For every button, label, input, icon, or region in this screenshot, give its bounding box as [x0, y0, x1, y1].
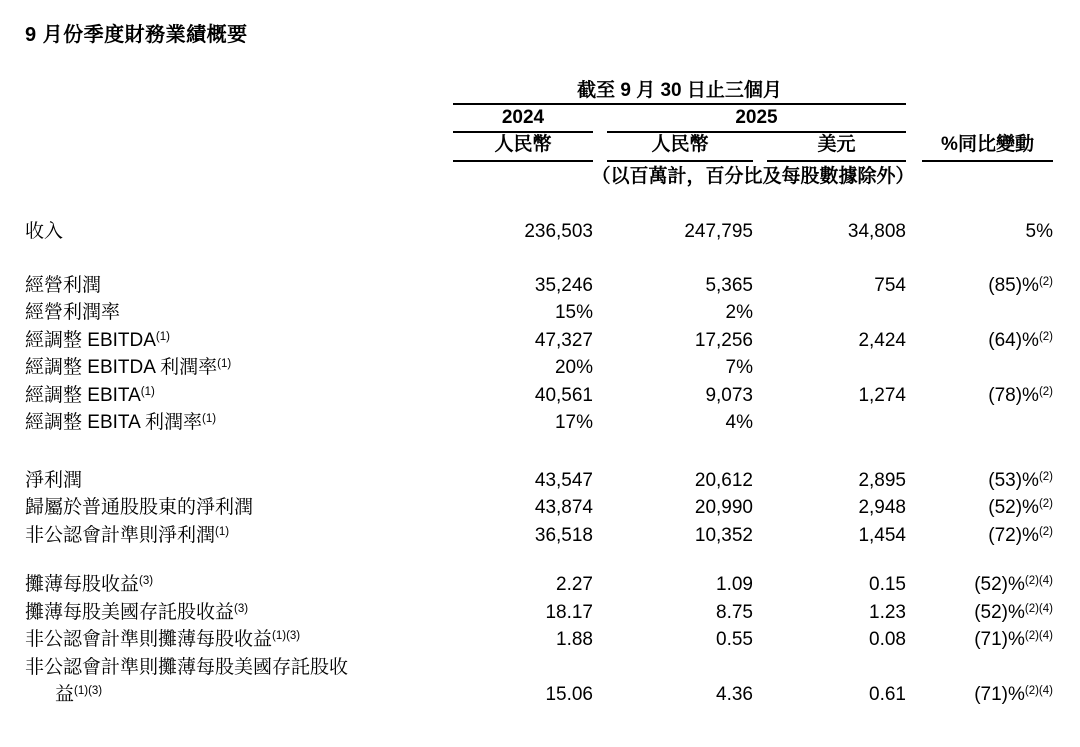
row-label: 攤薄每股美國存託股收益$^{(3)}$ — [25, 601, 249, 623]
table-row-diluted-eps-ads — [25, 599, 1053, 627]
yoy-footnote: (2)(4) — [1024, 575, 1053, 587]
row-label: 攤薄每股收益$^{(3)}$ — [25, 574, 154, 595]
value-yoy: (64)%$^{(2)}$ — [988, 329, 1053, 351]
label-footnote: (1) — [217, 358, 232, 370]
value-2024-rmb: 1.88 — [556, 629, 593, 650]
label-footnote: (1)(3) — [74, 685, 103, 697]
value-yoy — [922, 354, 1053, 382]
col-header-usd: 美元 — [767, 133, 906, 162]
value-yoy: (71)%$^{(2)(4)}$ — [974, 629, 1053, 650]
table-row-non-gaap-net-income — [25, 522, 1053, 550]
label-footnote: (3) — [234, 602, 249, 615]
value-2024-rmb: 36,518 — [534, 524, 593, 546]
yoy-footnote: (2) — [1038, 525, 1053, 538]
value-yoy: 5% — [1025, 221, 1053, 242]
table-row-non-gaap-diluted-eps — [25, 626, 1053, 654]
table-row-adjusted-ebita — [25, 382, 1053, 410]
value-2025-rmb: 5,365 — [705, 274, 753, 296]
table-row-net-income — [25, 467, 1053, 495]
value-yoy: (71)%$^{(2)(4)}$ — [974, 684, 1053, 705]
yoy-footnote: (2) — [1038, 330, 1053, 343]
value-2024-rmb: 17% — [554, 412, 593, 433]
label-footnote: (1) — [215, 525, 230, 538]
yoy-footnote: (2) — [1038, 470, 1053, 483]
value-2025-usd: 754 — [874, 274, 906, 296]
value-2025-usd — [767, 354, 906, 382]
label-footnote: (1) — [140, 385, 155, 398]
row-label: 經調整 EBITA 利潤率$^{(1)}$ — [25, 412, 217, 433]
value-yoy — [922, 299, 1053, 327]
label-footnote: (1)(3) — [272, 630, 301, 642]
value-2024-rmb: 15% — [554, 302, 593, 323]
value-yoy: (85)%$^{(2)}$ — [988, 274, 1053, 296]
value-2025-usd: 0.08 — [869, 629, 906, 650]
row-label: 收入 — [25, 221, 64, 242]
col-header-yoy: %同比變動 — [922, 133, 1053, 162]
value-yoy: (52)%$^{(2)}$ — [988, 497, 1053, 518]
value-2025-rmb: 10,352 — [694, 524, 753, 546]
year-2024-header: 2024 — [453, 105, 593, 133]
row-label-line2: 益$^{(1)(3)}$ — [55, 684, 103, 705]
table-header-year-row — [25, 105, 1053, 133]
row-label: 非公認會計準則淨利潤$^{(1)}$ — [25, 524, 230, 546]
table-row-adjusted-ebita-margin — [25, 409, 1053, 437]
row-label: 淨利潤 — [25, 469, 83, 491]
value-2025-usd: 1,274 — [858, 384, 906, 406]
value-yoy — [922, 409, 1053, 437]
table-row-operating-margin — [25, 299, 1053, 327]
yoy-footnote: (2) — [1038, 498, 1053, 510]
table-row-diluted-eps — [25, 571, 1053, 599]
table-row-non-gaap-diluted-eps-ads — [25, 654, 1053, 709]
yoy-footnote: (2)(4) — [1024, 602, 1053, 615]
col-header-rmb-2025: 人民幣 — [607, 133, 753, 162]
value-2025-usd: 34,808 — [847, 221, 906, 242]
value-2025-usd: 1,454 — [858, 524, 906, 546]
value-2025-usd — [767, 409, 906, 437]
row-label: 經營利潤 — [25, 274, 102, 296]
row-label-line1: 非公認會計準則攤薄每股美國存託股收 — [25, 656, 349, 678]
value-2025-rmb: 20,612 — [694, 469, 753, 491]
value-2025-usd: 0.61 — [869, 684, 906, 705]
yoy-footnote: (2) — [1038, 275, 1053, 288]
value-2024-rmb: 2.27 — [556, 574, 593, 595]
row-label: 經調整 EBITDA$^{(1)}$ — [25, 329, 170, 351]
value-2024-rmb: 18.17 — [545, 601, 593, 623]
table-row-adjusted-ebitda — [25, 327, 1053, 355]
value-2025-rmb: 20,990 — [694, 497, 753, 518]
yoy-footnote: (2)(4) — [1024, 630, 1053, 642]
table-header-period-row — [25, 81, 1053, 105]
label-footnote: (3) — [139, 575, 154, 587]
value-2025-usd: 0.15 — [869, 574, 906, 595]
value-2025-usd: 2,895 — [858, 469, 906, 491]
value-yoy: (52)%$^{(2)(4)}$ — [974, 601, 1053, 623]
value-2025-rmb: 8.75 — [716, 601, 753, 623]
value-2024-rmb: 20% — [554, 357, 593, 378]
value-yoy: (72)%$^{(2)}$ — [988, 524, 1053, 546]
value-2025-rmb: 9,073 — [705, 384, 753, 406]
page-title: 9 月份季度財務業績概要 — [25, 24, 248, 46]
label-footnote: (1) — [202, 413, 217, 425]
value-2024-rmb: 15.06 — [545, 684, 593, 705]
table-row-operating-profit — [25, 272, 1053, 300]
value-2024-rmb: 35,246 — [534, 274, 593, 296]
value-yoy: (78)%$^{(2)}$ — [988, 384, 1053, 406]
value-2025-rmb: 1.09 — [716, 574, 753, 595]
value-yoy: (52)%$^{(2)(4)}$ — [974, 574, 1053, 595]
table-row-net-income-attributable — [25, 494, 1053, 522]
value-2024-rmb: 43,547 — [534, 469, 593, 491]
row-label: 經調整 EBITA$^{(1)}$ — [25, 384, 155, 406]
units-note: （以百萬計，百分比及每股數據除外） — [591, 166, 915, 187]
value-2025-rmb: 0.55 — [716, 629, 753, 650]
value-yoy: (53)%$^{(2)}$ — [988, 469, 1053, 491]
value-2024-rmb: 236,503 — [524, 221, 593, 242]
yoy-footnote: (2)(4) — [1024, 685, 1053, 697]
value-2025-usd — [767, 299, 906, 327]
table-header-currency-row — [25, 133, 1053, 162]
table-row-adjusted-ebitda-margin — [25, 354, 1053, 382]
row-label — [25, 654, 453, 709]
table-row-revenue — [25, 218, 1053, 246]
value-2025-rmb: 17,256 — [694, 329, 753, 351]
financial-summary-table — [25, 81, 1053, 709]
value-2025-rmb: 4.36 — [716, 684, 753, 705]
value-2025-usd: 2,424 — [858, 329, 906, 351]
yoy-footnote: (2) — [1038, 385, 1053, 398]
value-2025-rmb: 4% — [725, 412, 753, 433]
table-units-row — [25, 162, 1053, 187]
period-header: 截至 9 月 30 日止三個月 — [453, 81, 906, 105]
label-footnote: (1) — [155, 330, 170, 343]
col-header-rmb-2024: 人民幣 — [453, 133, 593, 162]
value-2024-rmb: 43,874 — [534, 497, 593, 518]
value-2024-rmb: 40,561 — [534, 384, 593, 406]
row-label: 經調整 EBITDA 利潤率$^{(1)}$ — [25, 357, 232, 378]
value-2025-rmb: 7% — [725, 357, 753, 378]
row-label: 經營利潤率 — [25, 302, 121, 323]
value-2025-usd: 1.23 — [869, 601, 906, 623]
value-2025-rmb: 2% — [725, 302, 753, 323]
value-2024-rmb: 47,327 — [534, 329, 593, 351]
row-label: 非公認會計準則攤薄每股收益$^{(1)(3)}$ — [25, 629, 301, 650]
value-2025-rmb: 247,795 — [684, 221, 753, 242]
year-2025-header: 2025 — [607, 105, 906, 133]
row-label: 歸屬於普通股股東的淨利潤 — [25, 497, 254, 518]
value-2025-usd: 2,948 — [858, 497, 906, 518]
